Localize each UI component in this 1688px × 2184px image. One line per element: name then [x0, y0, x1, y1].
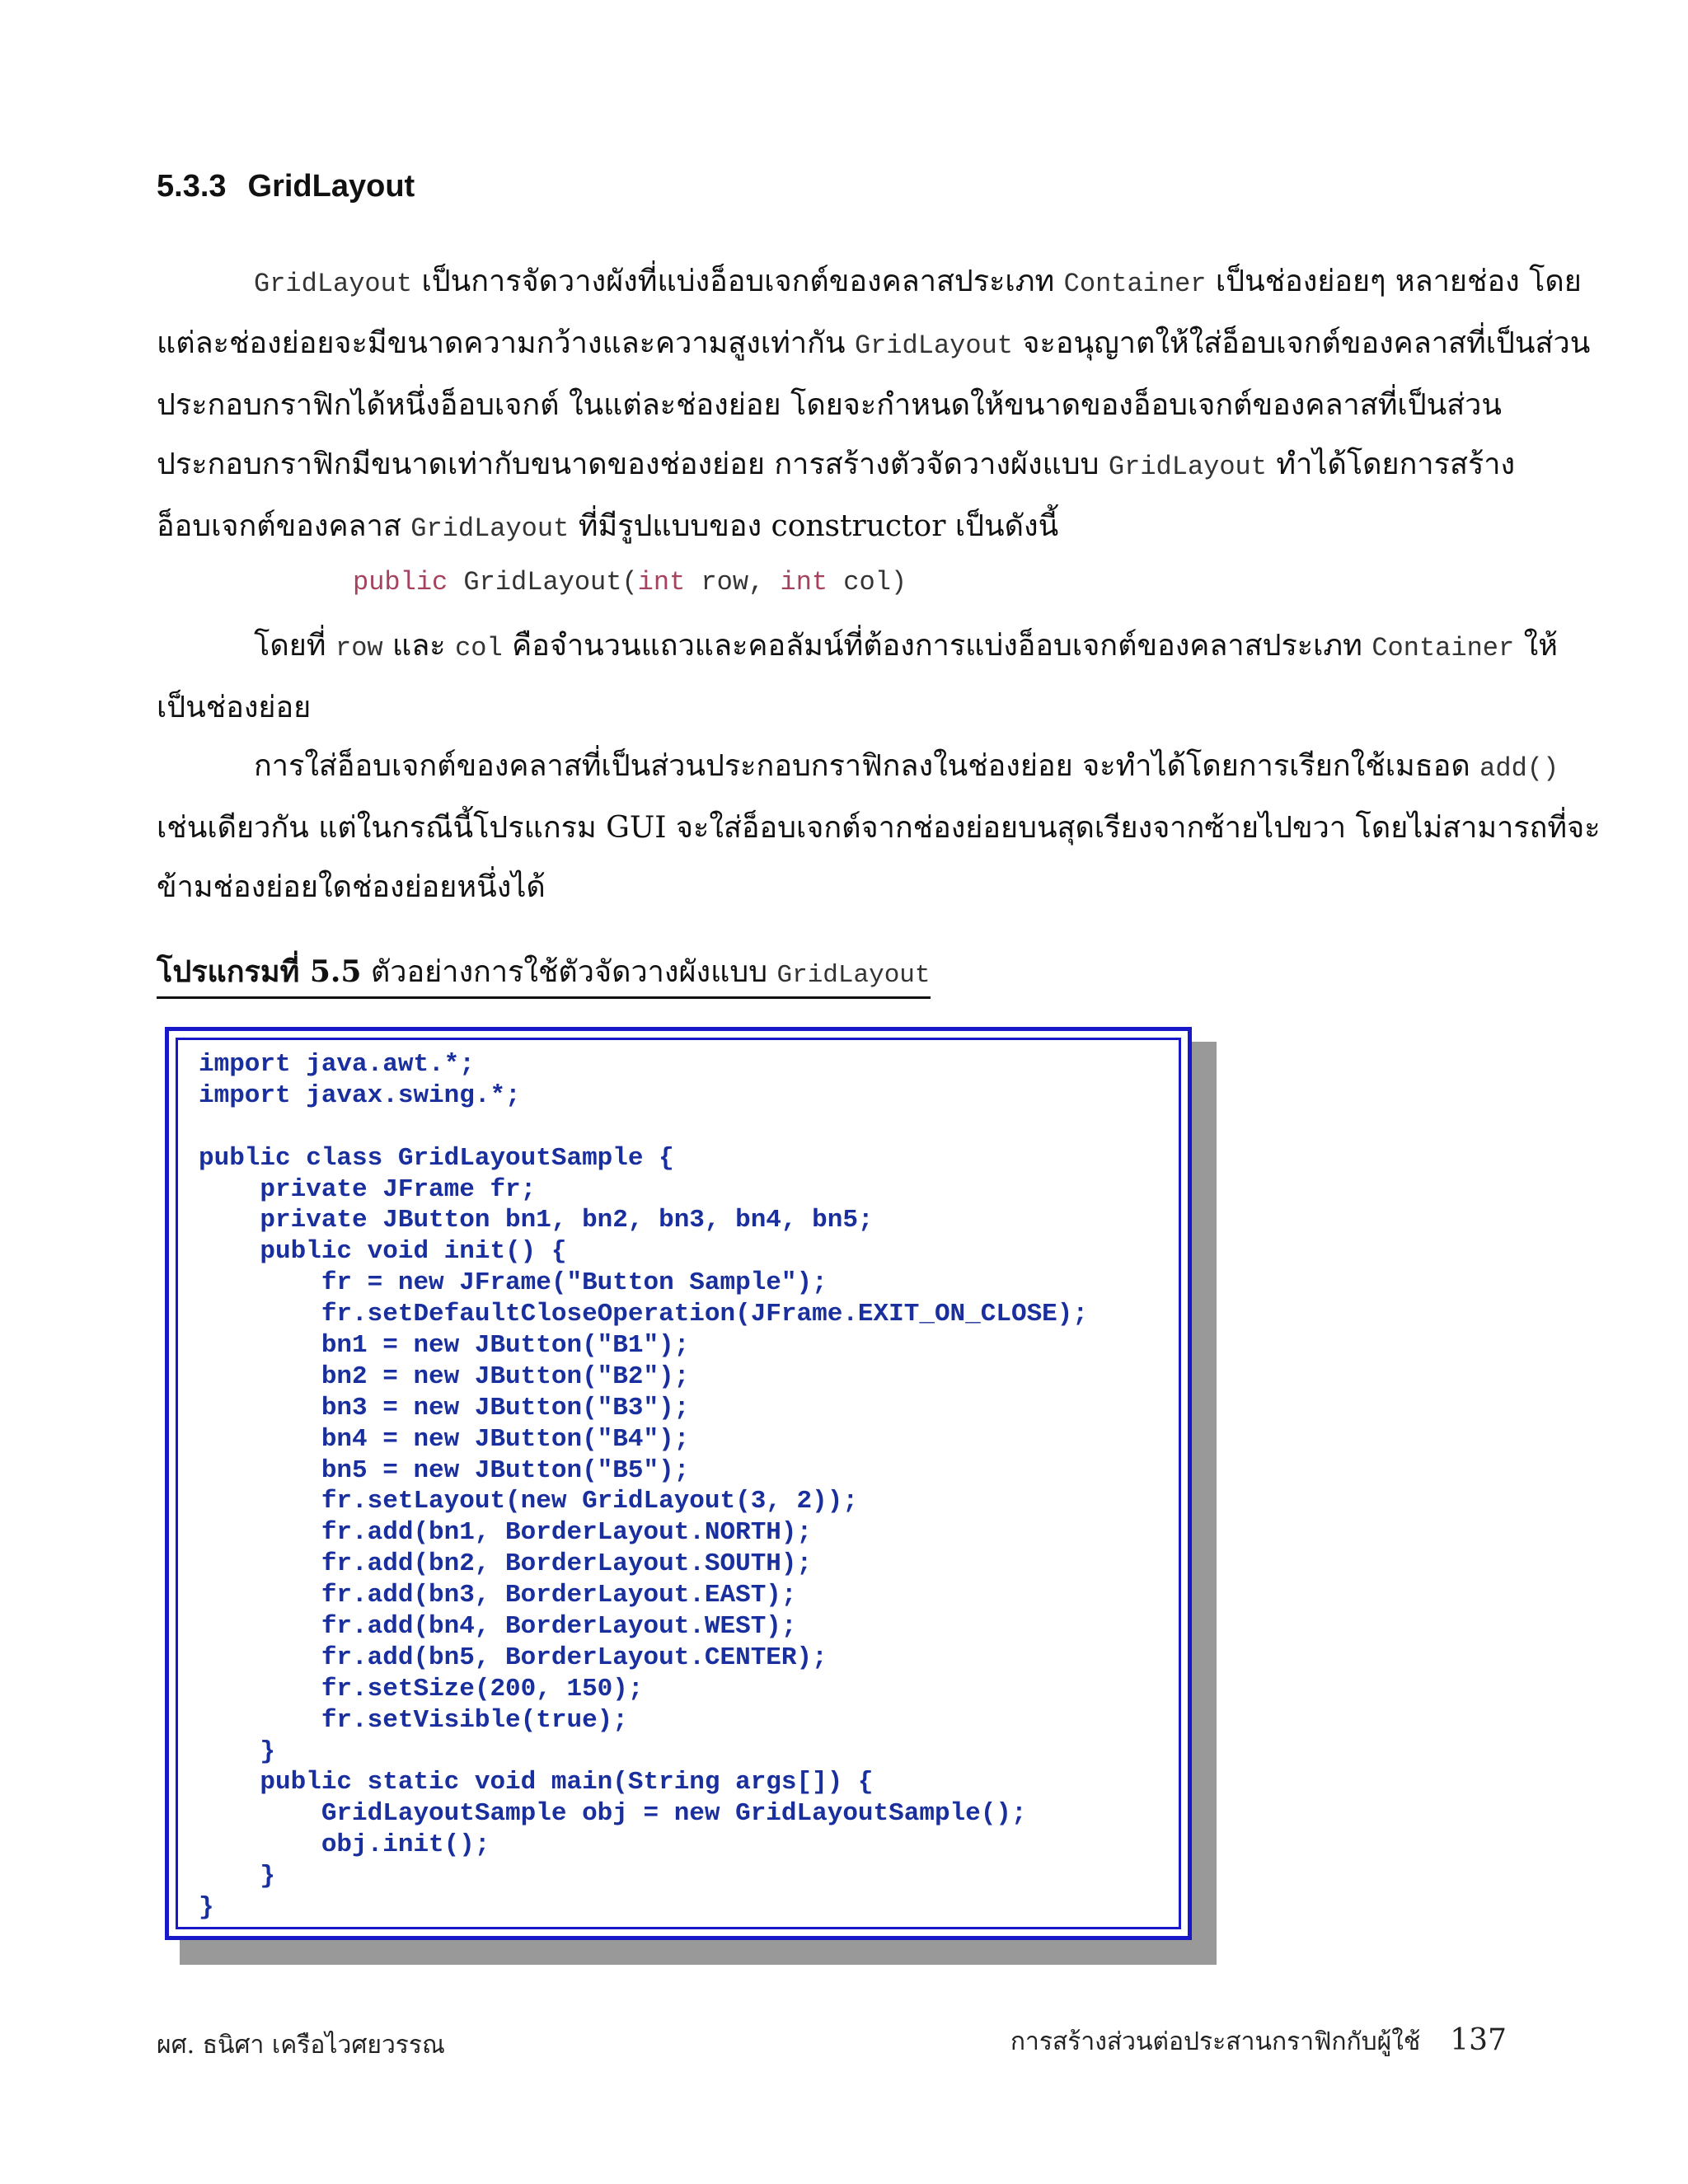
- code-listing-box: [165, 1027, 1192, 1940]
- section-title: GridLayout: [247, 169, 415, 204]
- code-line: fr.add(bn5, BorderLayout.CENTER);: [199, 1643, 828, 1672]
- code-token: col): [828, 567, 907, 598]
- keyword: int: [780, 567, 828, 598]
- code-term: add(): [1479, 753, 1559, 784]
- footer-chapter-title: การสร้างส่วนต่อประสานกราฟิกกับผู้ใช้: [1010, 2027, 1421, 2056]
- paragraph-line: [157, 435, 1541, 497]
- code-line: private JFrame fr;: [199, 1174, 537, 1204]
- code-line: bn5 = new JButton("B5");: [199, 1455, 690, 1485]
- code-term: GridLayout: [1108, 452, 1267, 482]
- text-run: การใส่อ็อบเจกต์ของคลาสที่เป็นส่วนประกอบกราฟิกลงในช่องย่อย จะทำได้โดยการเรียกใช้เมธอด: [254, 749, 1480, 783]
- paragraph-line: [157, 497, 1541, 559]
- caption-code: GridLayout: [776, 961, 931, 990]
- code-term: row: [335, 633, 383, 663]
- code-line: GridLayoutSample obj = new GridLayoutSample();: [199, 1799, 1027, 1829]
- code-line: }: [199, 1862, 276, 1891]
- code-line: bn3 = new JButton("B3");: [199, 1393, 690, 1422]
- text-run: และ: [382, 629, 456, 663]
- code-line: fr.add(bn1, BorderLayout.NORTH);: [199, 1518, 813, 1548]
- keyword: int: [637, 567, 686, 598]
- text-run: ประกอบกราฟิกมีขนาดเท่ากับขนาดของช่องย่อย การสร้างตัวจัดวางผังแบบ: [157, 448, 1109, 481]
- code-line: private JButton bn1, bn2, bn3, bn4, bn5;: [199, 1206, 874, 1235]
- text-run: ให้: [1514, 629, 1558, 663]
- text-run: ที่มีรูปแบบของ constructor เป็นดังนี้: [569, 509, 1059, 543]
- code-line: fr.setDefaultCloseOperation(JFrame.EXIT_ON_CLOSE);: [199, 1300, 1088, 1329]
- code-line: fr = new JFrame("Button Sample");: [199, 1268, 828, 1298]
- code-line: }: [199, 1893, 214, 1923]
- text-run: ทำได้โดยการสร้าง: [1266, 448, 1516, 481]
- code-line: fr.setLayout(new GridLayout(3, 2));: [199, 1487, 858, 1516]
- paragraph-line: [157, 737, 1559, 799]
- code-line: bn4 = new JButton("B4");: [199, 1424, 690, 1454]
- code-line: public class GridLayoutSample {: [199, 1143, 674, 1173]
- section-number: 5.3.3: [157, 169, 227, 204]
- code-line: import java.awt.*;: [199, 1050, 475, 1079]
- code-line: bn1 = new JButton("B1");: [199, 1331, 690, 1361]
- code-listing: [199, 1049, 1088, 1924]
- paragraph-line: ข้ามช่องย่อยใดช่องย่อยหนึ่งได้: [157, 870, 546, 904]
- code-line: }: [199, 1736, 276, 1766]
- text-run: เป็นการจัดวางผังที่แบ่งอ็อบเจกต์ของคลาสประเภท: [412, 265, 1064, 298]
- paragraph-line: [157, 616, 1558, 678]
- code-term: Container: [1063, 269, 1207, 299]
- text-run: โดยที่: [254, 629, 335, 663]
- code-line: public void init() {: [199, 1237, 567, 1267]
- code-line: [199, 1112, 1088, 1143]
- paragraph-parameters: [157, 616, 1558, 738]
- code-token: GridLayout(: [448, 567, 638, 598]
- program-caption: [157, 953, 931, 999]
- paragraph-intro: [157, 252, 1591, 559]
- paragraph-line: ประกอบกราฟิกได้หนึ่งอ็อบเจกต์ ในแต่ละช่องย่อย โดยจะกำหนดให้ขนาดของอ็อบเจกต์ของคลาสที่เป็นส่วน: [157, 388, 1502, 422]
- section-heading: [157, 169, 415, 204]
- caption-text: ตัวอย่างการใช้ตัวจัดวางผังแบบ: [361, 955, 777, 989]
- code-line: bn2 = new JButton("B2");: [199, 1361, 690, 1391]
- code-line: fr.add(bn3, BorderLayout.EAST);: [199, 1581, 797, 1610]
- code-line: fr.add(bn2, BorderLayout.SOUTH);: [199, 1549, 813, 1579]
- footer-author: ผศ. ธนิศา เครือไวศยวรรณ: [157, 2031, 445, 2060]
- caption-label: โปรแกรมที่ 5.5: [157, 954, 362, 989]
- code-line: fr.add(bn4, BorderLayout.WEST);: [199, 1612, 797, 1642]
- page-number: 137: [1450, 2023, 1507, 2057]
- paragraph-line: [157, 252, 1582, 314]
- code-term: GridLayout: [410, 513, 570, 544]
- code-line: fr.setVisible(true);: [199, 1705, 628, 1735]
- paragraph-add-method: [157, 737, 1601, 917]
- code-line: public static void main(String args[]) {: [199, 1768, 874, 1797]
- paragraph-line: เป็นช่องย่อย: [157, 691, 312, 724]
- text-run: อ็อบเจกต์ของคลาส: [157, 509, 411, 543]
- text-run: คือจำนวนแถวและคอลัมน์ที่ต้องการแบ่งอ็อบเจกต์ของคลาสประเภท: [502, 629, 1372, 663]
- code-term: Container: [1372, 633, 1515, 663]
- code-term: GridLayout: [854, 330, 1013, 361]
- text-run: แต่ละช่องย่อยจะมีขนาดความกว้างและความสูงเท่ากัน: [157, 326, 855, 360]
- code-term: GridLayout: [254, 269, 413, 299]
- text-run: เป็นช่องย่อยๆ หลายช่อง โดย: [1206, 265, 1582, 298]
- constructor-signature: [353, 567, 907, 598]
- footer-chapter: [1010, 2022, 1507, 2061]
- text-run: จะอนุญาตให้ใส่อ็อบเจกต์ของคลาสที่เป็นส่วน: [1012, 326, 1591, 360]
- code-line: import javax.swing.*;: [199, 1080, 521, 1110]
- keyword: public: [353, 567, 448, 598]
- code-line: fr.setSize(200, 150);: [199, 1674, 644, 1704]
- code-line: obj.init();: [199, 1830, 490, 1860]
- paragraph-line: [157, 314, 1591, 376]
- paragraph-line: เช่นเดียวกัน แต่ในกรณีนี้โปรแกรม GUI จะใส่อ็อบเจกต์จากช่องย่อยบนสุดเรียงจากซ้ายไปขวา โดยไม่สามารถที่จะ: [157, 811, 1601, 845]
- code-token: row,: [685, 567, 781, 598]
- code-term: col: [455, 633, 503, 663]
